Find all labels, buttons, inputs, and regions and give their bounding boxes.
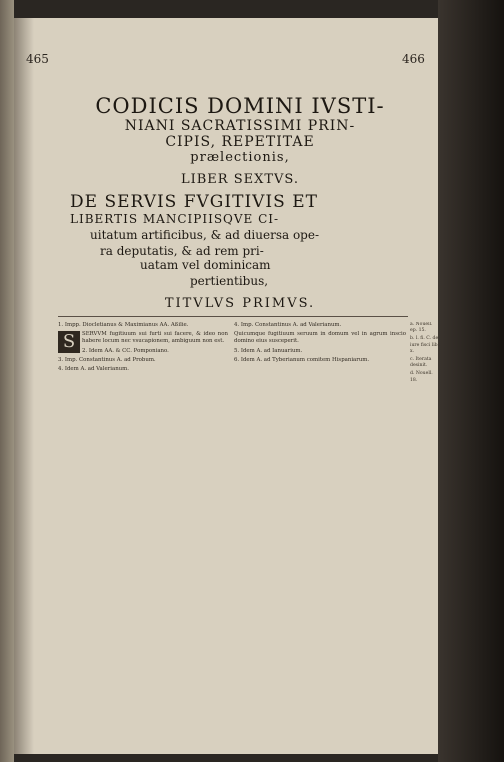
rubric: 6. Idem A. ad Tyberianum comitem Hispaniarum.	[234, 356, 370, 363]
marginal-note: c. Iterata desinit.	[410, 357, 432, 369]
drop-cap-s-icon: S	[58, 331, 80, 353]
marginal-note: a. Nouell. ep. 15.	[410, 322, 433, 334]
left-page-edge	[0, 0, 14, 762]
book-edge	[438, 0, 504, 762]
text-column-right	[234, 322, 406, 752]
de-title-line-6: pertientibus,	[190, 274, 269, 288]
marginal-note: b. l. fi. C. de iure fisci lib. x.	[410, 336, 440, 354]
rubric: 3. Imp. Constantinus A. ad Probum.	[58, 356, 156, 363]
paragraph: Quicumque fugitiuum seruum in domum vel in agrum inscio domino eius susceperit.	[234, 331, 406, 345]
de-title-line-4: ra deputatis, & ad rem pri-	[100, 244, 264, 258]
heading-line-3: CIPIS, REPETITAE	[165, 134, 315, 150]
heading-line-4: prælectionis,	[190, 150, 290, 165]
gutter-shadow	[14, 18, 34, 754]
marginal-note: d. Nouell. 18.	[410, 371, 433, 383]
rubric: 1. Impp. Diocletianus & Maximianus AA. Aßilie.	[58, 322, 189, 328]
marginal-notes	[410, 322, 440, 742]
rubric: 4. Imp. Constantinus A. ad Valerianum.	[234, 322, 342, 328]
divider-rule	[58, 316, 408, 317]
de-title-line-5: uatam vel dominicam	[140, 258, 271, 272]
heading-line-1: CODICIS DOMINI IVSTI-	[95, 94, 385, 118]
de-title-line-1: DE SERVIS FVGITIVIS ET	[70, 192, 318, 212]
text-column-left	[58, 322, 228, 752]
de-title-line-2: LIBERTIS MANCIPIISQVE CI-	[70, 212, 280, 226]
liber-heading: LIBER SEXTVS.	[180, 172, 299, 187]
page-number-left: 465	[26, 52, 49, 66]
de-title-line-3: uitatum artificibus, & ad diuersa ope-	[90, 228, 320, 242]
rubric: 4. Idem A. ad Valerianum.	[58, 366, 129, 373]
paragraph: S SERVVM fugitiuum sui furti sui facere, & ideo non habere locum nec vsucapionem, ambiguum non est.	[58, 331, 228, 345]
page-number-right: 466	[402, 52, 425, 66]
rubric: 2. Idem AA. & CC. Pomponiano.	[82, 347, 169, 354]
heading-line-2: NIANI SACRATISSIMI PRIN-	[124, 118, 356, 134]
titulus-heading: TITVLVS PRIMVS.	[164, 296, 316, 311]
rubric: 5. Idem A. ad Ianuarium.	[234, 347, 303, 354]
